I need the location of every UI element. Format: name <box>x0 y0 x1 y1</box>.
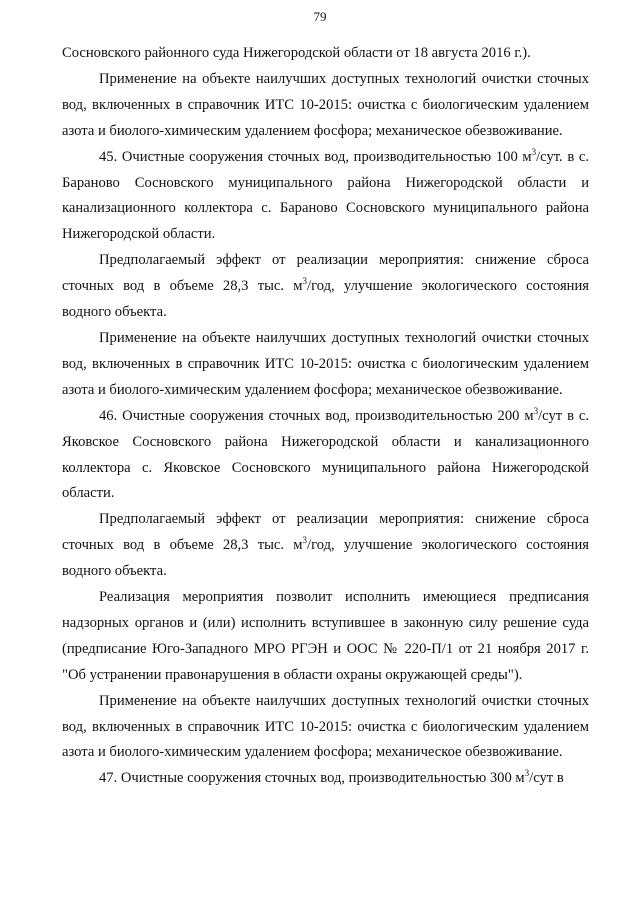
paragraph-effect-46 <box>62 507 589 585</box>
item-47-text-after: /сут в <box>529 770 564 787</box>
effect-45-text-before: Предполагаемый эффект от реализации мероприятия: снижение сброса сточных вод в объеме 28,3 тыс. м <box>62 252 589 295</box>
item-47-text-before: 47. Очистные сооружения сточных вод, производительностью 300 м <box>99 770 525 787</box>
paragraph-bat-technologies-46: Применение на объекте наилучших доступных технологий очистки сточных вод, включенных в справочник ИТС 10-2015: очистка с биологическим удалением азота и биолого-химическим удалением фосфора; механическое обезвоживание. <box>62 692 589 761</box>
body-text <box>62 41 589 792</box>
paragraph-item-47 <box>62 766 589 792</box>
item-45-text-before: 45. Очистные сооружения сточных вод, производительностью 100 м <box>99 148 532 165</box>
paragraph-prescription-46: Реализация мероприятия позволит исполнить имеющиеся предписания надзорных органов и (или) исполнить вступившее в законную силу решение суда (предписание Юго-Западного МРО РГЭН и ООС № 220-П/1 от 21 ноября 2017 г. "Об устранении правонарушения в области охраны окружающей среды"). <box>62 589 589 683</box>
effect-46-text-before: Предполагаемый эффект от реализации мероприятия: снижение сброса сточных вод в объеме 28,3 тыс. м <box>62 511 589 554</box>
paragraph-continuation: Сосновского районного суда Нижегородской области от 18 августа 2016 г.). <box>62 45 531 61</box>
effect-45-text-after: /год, улучшение экологического состояния водного объекта. <box>62 278 589 321</box>
paragraph-item-46 <box>62 404 589 508</box>
item-45-text-after: /сут. в с. Бараново Сосновского муниципального района Нижегородской области и канализационного коллектора с. Бараново Сосновского муниципального района Нижегородской области. <box>62 148 589 243</box>
item-47-superscript: 3 <box>524 768 530 779</box>
paragraph-bat-technologies-45: Применение на объекте наилучших доступных технологий очистки сточных вод, включенных в справочник ИТС 10-2015: очистка с биологическим удалением азота и биолого-химическим удалением фосфора; механическое обезвоживание. <box>62 329 589 398</box>
paragraph-bat-technologies-44: Применение на объекте наилучших доступных технологий очистки сточных вод, включенных в справочник ИТС 10-2015: очистка с биологическим удалением азота и биолого-химическим удалением фосфора; механическое обезвоживание. <box>62 70 589 139</box>
effect-46-superscript: 3 <box>302 535 308 546</box>
paragraph-effect-45 <box>62 248 589 326</box>
item-45-superscript: 3 <box>531 146 537 157</box>
item-46-superscript: 3 <box>533 405 539 416</box>
page-number: 79 <box>313 9 327 24</box>
item-46-text-after: /сут в с. Яковское Сосновского района Нижегородской области и канализационного коллектора с. Яковское Сосновского муниципального района Нижегородской области. <box>62 407 590 502</box>
effect-46-text-after: /год, улучшение экологического состояния водного объекта. <box>62 537 589 580</box>
paragraph-item-45 <box>62 145 589 249</box>
item-46-text-before: 46. Очистные сооружения сточных вод, производительностью 200 м <box>99 407 534 424</box>
effect-45-superscript: 3 <box>302 276 308 287</box>
